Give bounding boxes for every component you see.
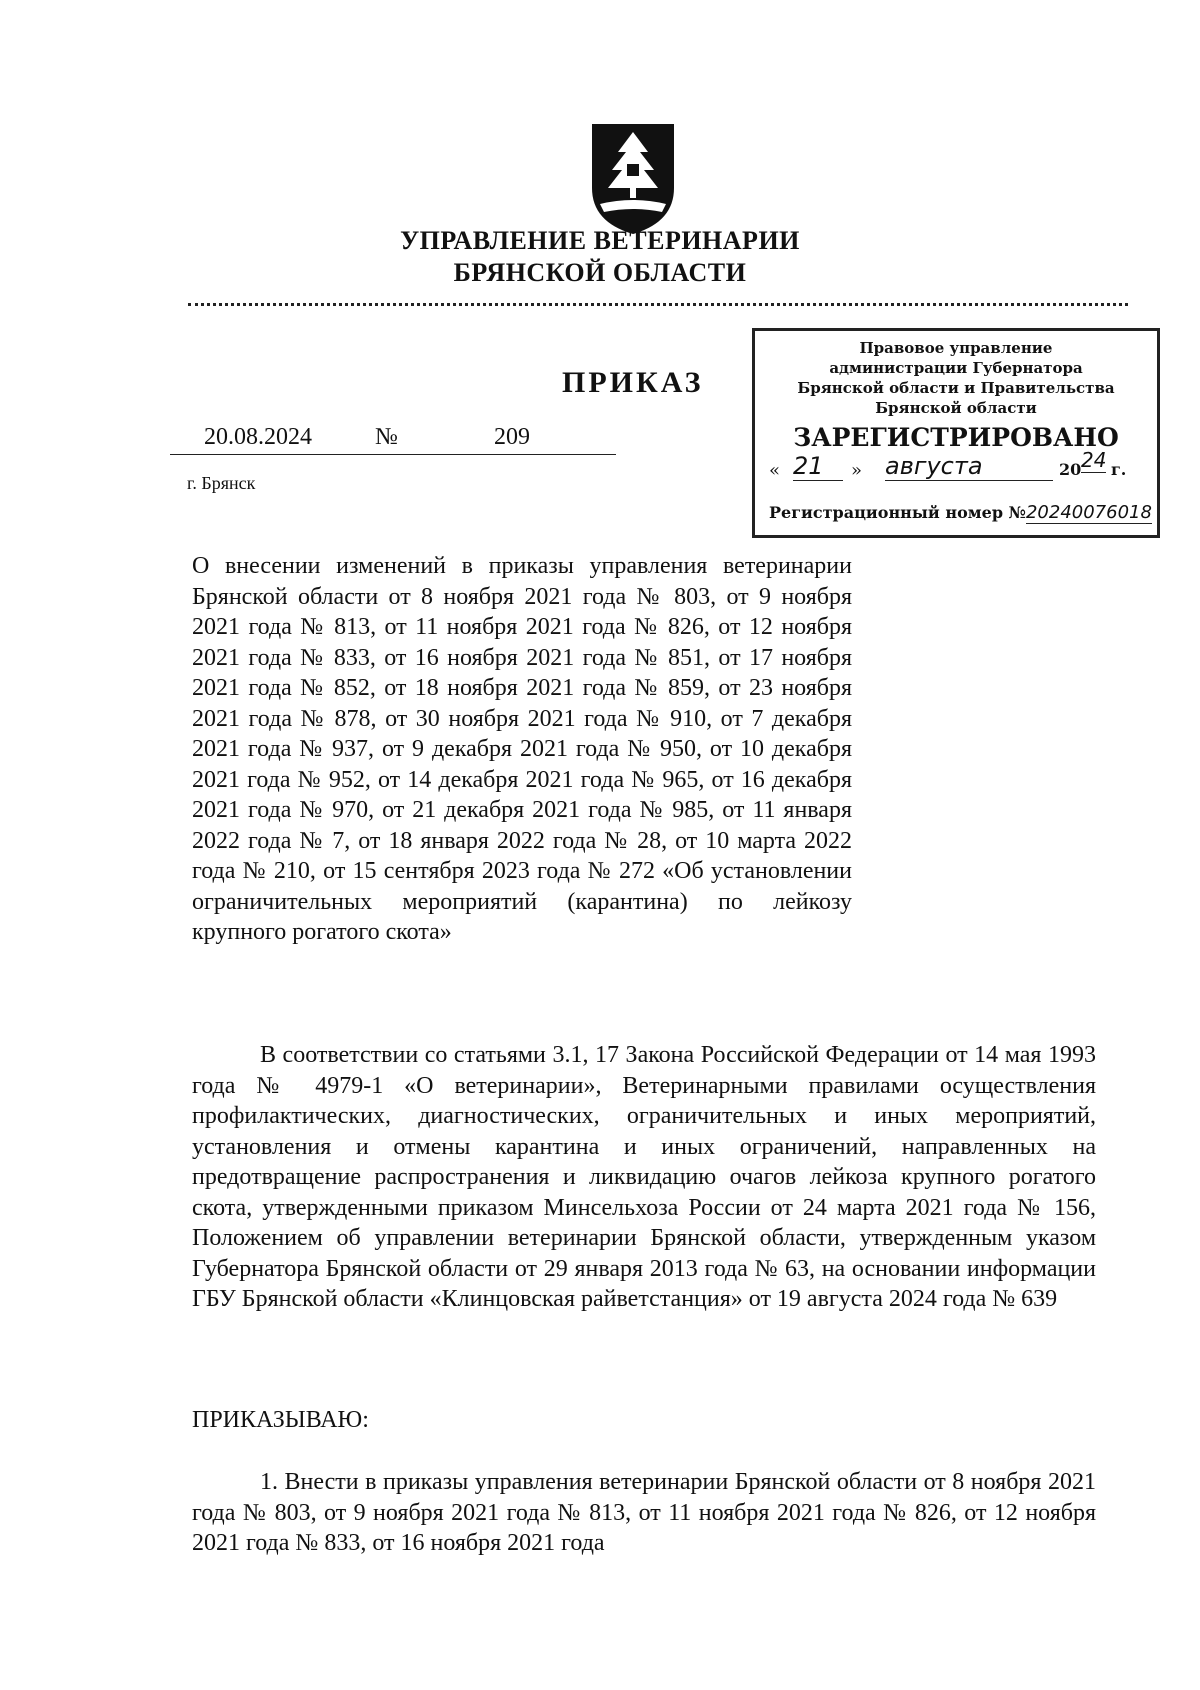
header-divider [188, 303, 1128, 306]
stamp-regno-label: Регистрационный номер № [769, 503, 1026, 522]
document-date: 20.08.2024 [204, 424, 312, 450]
stamp-line-4: Брянской области [875, 399, 1037, 417]
stamp-year-g: г. [1111, 460, 1127, 479]
registration-stamp [752, 328, 1160, 538]
org-name-line2: БРЯНСКОЙ ОБЛАСТИ [453, 258, 747, 287]
stamp-line-3: Брянской области и Правительства [797, 379, 1115, 397]
document-type: ПРИКАЗ [562, 366, 704, 399]
order-item-1: 1. Внести в приказы управления ветеринарии Брянской области от 8 ноября 2021 года № 803, от 9 ноября 2021 года № 813, от 11 ноября 2021 года № 826, от 12 ноября 2021 года № 833, от 16 ноября 2021 года [192, 1469, 1096, 1556]
stamp-date [769, 448, 1151, 484]
stamp-line-1: Правовое управление [859, 339, 1053, 357]
stamp-registered: ЗАРЕГИСТРИРОВАНО [793, 423, 1119, 452]
stamp-year-suffix: 24 [1081, 448, 1107, 472]
stamp-year-prefix: 20 [1059, 460, 1082, 479]
number-sign: № [375, 424, 398, 450]
order-word: ПРИКАЗЫВАЮ: [192, 1407, 369, 1433]
coat-of-arms-emblem [588, 118, 678, 238]
stamp-line-2: администрации Губернатора [829, 359, 1083, 377]
document-city: г. Брянск [187, 473, 256, 493]
org-name-line1: УПРАВЛЕНИЕ ВЕТЕРИНАРИИ [400, 226, 800, 255]
stamp-month: августа [885, 452, 1053, 481]
stamp-regno [769, 502, 1152, 523]
document-subject: О внесении изменений в приказы управления ветеринарии Брянской области от 8 ноября 2021 года № 803, от 9 ноября 2021 года № 813, от 11 ноября 2021 года № 826, от 12 ноября 2021 года № 833, от 16 ноября 2021 года № 851, от 17 ноября 2021 года № 852, от 18 ноября 2021 года № 859, от 23 ноября 2021 года № 878, от 30 ноября 2021 года № 910, от 7 декабря 2021 года № 937, от 9 декабря 2021 года № 950, от 10 декабря 2021 года № 952, от 14 декабря 2021 года № 965, от 16 декабря 2021 года № 970, от 21 декабря 2021 года № 985, от 11 января 2022 года № 7, от 18 января 2022 года № 28, от 10 марта 2022 года № 210, от 15 сентября 2023 года № 272 «Об установлении ограничительных мероприятий (карантина) по лейкозу крупного рогатого скота» [192, 553, 852, 945]
stamp-open-quote: « [769, 460, 781, 481]
preamble-paragraph: В соответствии со статьями 3.1, 17 Закона Российской Федерации от 14 мая 1993 года № 4979-1 «О ветеринарии», Ветеринарными правилами осуществления профилактических, диагностических, ограничительных и иных мероприятий, установления и отмены карантина и иных ограничений, направленных на предотвращение распространения и ликвидацию очагов лейкоза крупного рогатого скота, утвержденными приказом Минсельхоза России от 24 марта 2021 года № 156, Положением об управлении ветеринарии Брянской области, утвержденным указом Губернатора Брянской области от 29 января 2013 года № 63, на основании информации ГБУ Брянской области «Клинцовская райветстанция» от 19 августа 2024 года № 639 [192, 1042, 1096, 1312]
stamp-day: 21 [793, 452, 843, 481]
stamp-regno-value: 20240076018 [1025, 502, 1152, 523]
document-number: 209 [494, 424, 530, 450]
stamp-close-quote: » [851, 460, 863, 481]
